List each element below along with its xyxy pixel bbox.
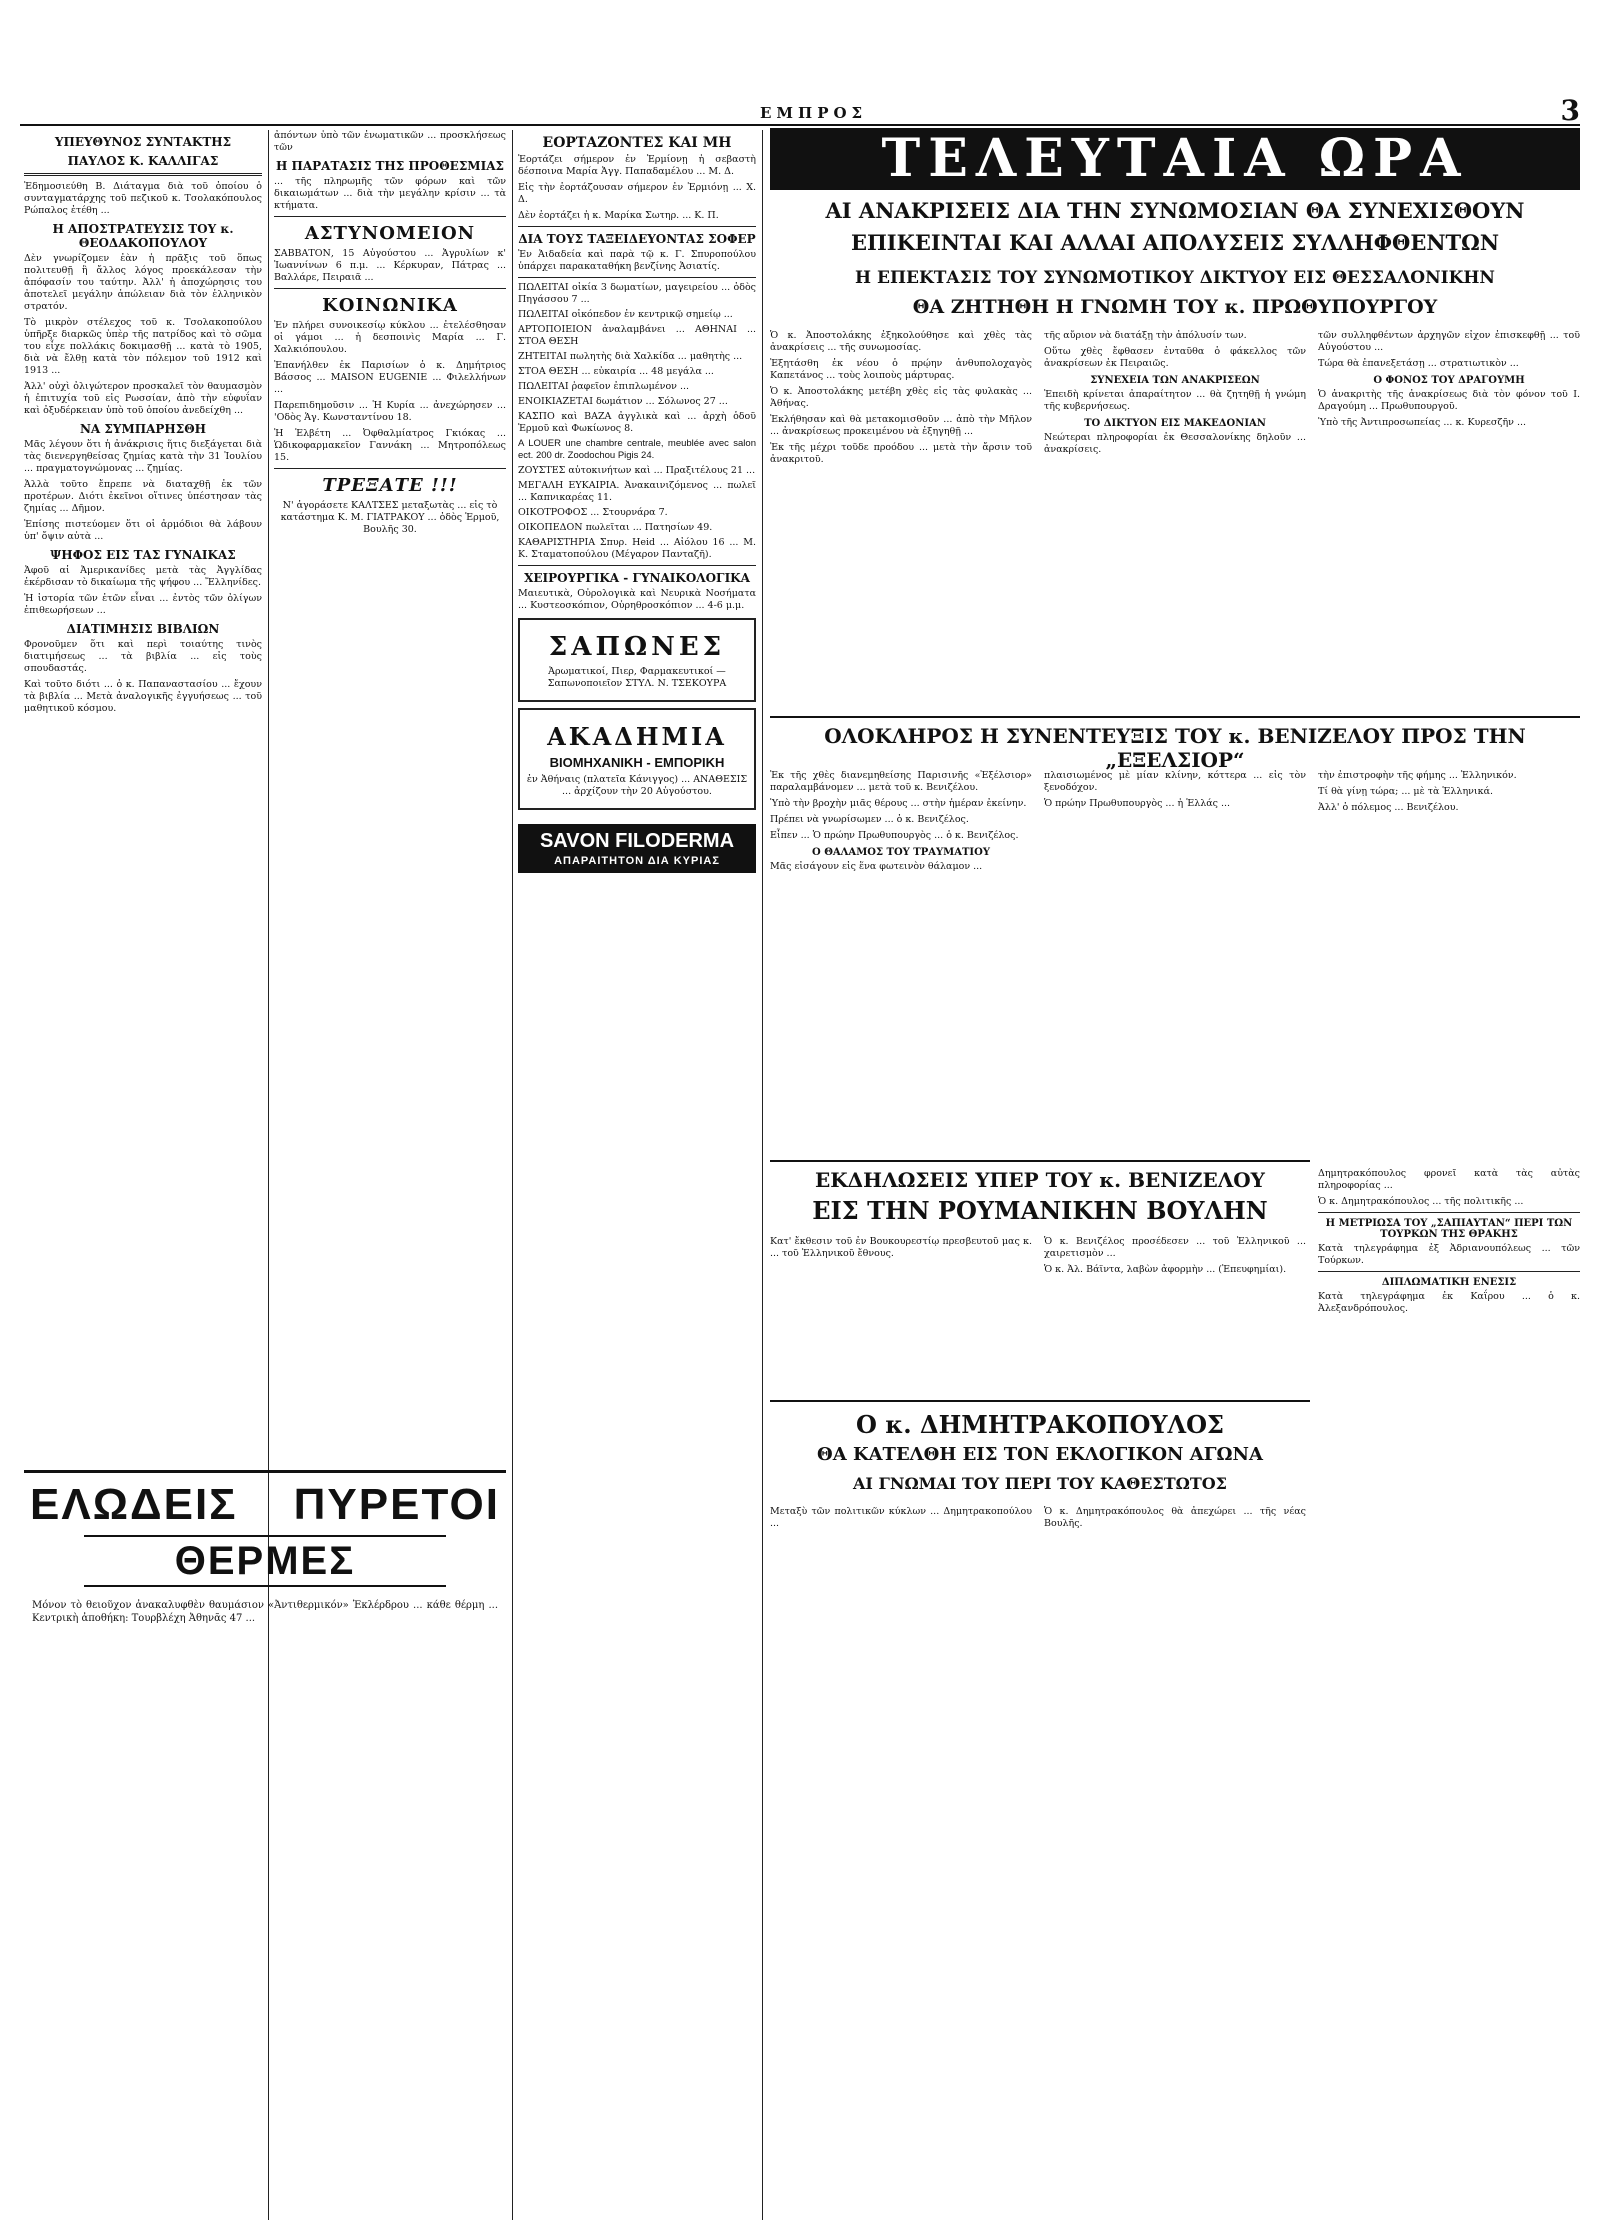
article-paragraph: Ἑορτάζει σήμερον ἐν Ἑρμίονῃ ἡ σεβαστὴ δέσποινα Μαρία Ἀγγ. Παπαδαμέλου ... Μ. Δ. <box>518 154 756 177</box>
headline: ΑΙ ΑΝΑΚΡΙΣΕΙΣ ΔΙΑ ΤΗΝ ΣΥΝΩΜΟΣΙΑΝ ΘΑ ΣΥΝΕΧΙΣΘΟΥΝ <box>825 198 1525 223</box>
right-col-a <box>770 330 1032 710</box>
article-paragraph: Ἡ Ἑλβέτη ... Ὀφθαλμίατρος Γκιόκας ... Ὡδικοφαρμακεῖον Γαννάκη ... Μητροπόλεως 15. <box>274 428 506 463</box>
ad-title: ΣΑΠΩΝΕΣ <box>548 632 726 662</box>
classified-ad: ΚΑΘΑΡΙΣΤΗΡΙΑ Σπυρ. Heid ... Αἰόλου 16 ... Μ. Κ. Σταματοπούλου (Μέγαρον Πανταζῆ). <box>518 537 756 560</box>
classified-ad: ΣΤΟΑ ΘΕΣΗ ... εὐκαιρία ... 48 μεγάλα ... <box>518 366 714 377</box>
romania-col-b <box>1044 1236 1306 1396</box>
ad-title: ΘΕΡΜΕΣ <box>84 1535 446 1587</box>
article-paragraph: Καὶ τοῦτο διότι ... ὁ κ. Παπαναστασίου ... ἔχουν τὰ βιβλία ... Μετὰ ἀναλογικῆς ἐγγυήσεως ... τοῦ μαθητικοῦ κόσμου. <box>24 679 262 714</box>
headline-dimitrakopoulos-sub2: ΑΙ ΓΝΩΜΑΙ ΤΟΥ ΠΕΡΙ ΤΟΥ ΚΑΘΕΣΤΩΤΟΣ <box>852 1474 1227 1493</box>
ad-text: Ἀρωματικοί, Πιερ, Φαρμακευτικοί — Σαπωνοποιεῖον ΣΤΥΛ. Ν. ΤΣΕΚΟΥΡΑ <box>547 666 727 689</box>
section-heading-koinonika: ΚΟΙΝΩΝΙΚΑ <box>322 295 458 316</box>
article-paragraph: τῆς αὔριον νὰ διατάξῃ τὴν ἀπόλυσίν των. <box>1044 330 1247 341</box>
classified-ad: ΟΙΚΟΠΕΔΟΝ πωλεῖται ... Πατησίων 49. <box>518 522 713 533</box>
article-paragraph: Ἀλλ' ὁ πόλεμος ... Βενιζέλου. <box>1318 802 1459 813</box>
article-paragraph: Ἐπανήλθεν ἐκ Παρισίων ὁ κ. Δημήτριος Βάσσος ... MAISON EUGENIE ... Φιλελλήνων ... <box>274 360 506 395</box>
article-paragraph: Μεταξὺ τῶν πολιτικῶν κύκλων ... Δημητρακοπούλου ... <box>770 1506 1032 1529</box>
classified-ad: ΠΩΛΕΙΤΑΙ οἰκία 3 δωματίων, μαγειρείου ... ὁδὸς Πηγάσσου 7 ... <box>518 282 756 305</box>
classified-ad: ΖΟΥΣΤΕΣ αὐτοκινήτων καὶ ... Πραξιτέλους 21 ... <box>518 465 756 476</box>
article-paragraph: Ὁ κ. Ἀποστολάκης ἐξηκολούθησε καὶ χθὲς τὰς ἀνακρίσεις ... τῆς συνωμοσίας. <box>770 330 1032 353</box>
dimitrak-col-a <box>770 1506 1032 2220</box>
article-subheading: Ο ΘΑΛΑΜΟΣ ΤΟΥ ΤΡΑΥΜΑΤΙΟΥ <box>812 847 990 858</box>
romania-col-a <box>770 1236 1032 1396</box>
classified-ad: ΕΝΟΙΚΙΑΖΕΤΑΙ δωμάτιον ... Σόλωνος 27 ... <box>518 396 728 407</box>
editor-name: ΠΑΥΛΟΣ Κ. ΚΑΛΛΙΓΑΣ <box>67 154 219 168</box>
article-paragraph: ΣΑΒΒΑΤΟΝ, 15 Αὐγούστου ... Ἀγρυλίων κ' Ἰωαννίνων 6 π.μ. ... Κέρκυραν, Πάτρας ... Βαλλάρε, Πειραιᾶ ... <box>274 248 506 283</box>
right-col-b <box>1044 330 1306 710</box>
article-paragraph: Φρονοῦμεν ὅτι καὶ περὶ τοιαύτης τινὸς διατιμήσεως ... τὰ βιβλία ... εἰς τοὺς σπουδαστάς. <box>24 639 262 674</box>
filoderma-ad <box>518 824 756 873</box>
academy-ad <box>518 708 756 810</box>
article-paragraph: Ἡ ἱστορία τῶν ἐτῶν εἶναι ... ἐντὸς τῶν ὀλίγων ἐπιθεωρήσεων ... <box>24 593 262 616</box>
headline-dimitrakopoulos: Ο κ. ΔΗΜΗΤΡΑΚΟΠΟΥΛΟΣ <box>856 1410 1224 1439</box>
divider <box>1318 1212 1580 1213</box>
article-paragraph: Ἀλλὰ τοῦτο ἔπρεπε νὰ διαταχθῇ ἐκ τῶν προτέρων. Διότι ἐκεῖνοι οἵτινες ὑπέστησαν τὰς ζημίας ... Δῆμον. <box>24 479 262 514</box>
editor-title: ΥΠΕΥΘΥΝΟΣ ΣΥΝΤΑΚΤΗΣ <box>54 135 232 149</box>
column-2 <box>274 130 506 1460</box>
article-paragraph: Κατὰ τηλεγράφημα ἐκ Καΐρου ... ὁ κ. Ἀλεξανδρόπουλος. <box>1318 1291 1580 1314</box>
headline: ΘΑ ΖΗΤΗΘΗ Η ΓΝΩΜΗ ΤΟΥ κ. ΠΡΩΘΥΠΟΥΡΓΟΥ <box>912 296 1438 318</box>
article-paragraph: Εἶπεν ... Ὁ πρώην Πρωθυπουργὸς ... ὁ κ. Βενιζέλος. <box>770 830 1019 841</box>
article-paragraph: Ὁ κ. Δημητρακόπουλος θὰ ἀπεχώρει ... τῆς νέας Βουλῆς. <box>1044 1506 1306 1529</box>
page-number: 3 <box>1560 94 1580 127</box>
article-subheading: ΣΥΝΕΧΕΙΑ ΤΩΝ ΑΝΑΚΡΙΣΕΩΝ <box>1090 375 1260 386</box>
divider <box>770 1160 1310 1162</box>
article-paragraph: Παρεπιδημοῦσιν ... Ἡ Κυρία ... ἀνεχώρησεν ... 'Οδὸς Ἁγ. Κωνσταντίνου 18. <box>274 400 506 423</box>
right-col-b2 <box>1044 770 1306 1150</box>
article-paragraph: Ὑπὸ τῆς Ἀντιπροσωπείας ... κ. Κυρεσζῆν ... <box>1318 417 1527 428</box>
classified-ad: ΜΕΓΑΛΗ ΕΥΚΑΙΡΙΑ. Ἀνακαινιζόμενος ... πωλεῖ ... Καπνικαρέας 11. <box>518 480 756 503</box>
headline-dimitrakopoulos-sub: ΘΑ ΚΑΤΕΛΘΗ ΕΙΣ ΤΟΝ ΕΚΛΟΓΙΚΟΝ ΑΓΩΝΑ <box>817 1444 1263 1465</box>
headline: ΕΠΙΚΕΙΝΤΑΙ ΚΑΙ ΑΛΛΑΙ ΑΠΟΛΥΣΕΙΣ ΣΥΛΛΗΦΘΕΝΤΩΝ <box>850 230 1500 255</box>
article-paragraph: πλαισιωμένος μὲ μίαν κλίνην, κόττερα ... εἰς τὸν ξενοδόχον. <box>1044 770 1306 793</box>
article-paragraph: Ἐδημοσιεύθη Β. Διάταγμα διὰ τοῦ ὁποίου ὁ συνταγματάρχης τοῦ πεζικοῦ κ. Τσολακόπουλος Ρώπαλος ἐτέθη ... <box>24 181 262 216</box>
article-paragraph: Οὕτω χθὲς ἔφθασεν ἐνταῦθα ὁ φάκελλος τῶν ἀνακρίσεων ἐκ Πειραιῶς. <box>1044 346 1306 369</box>
section-heading-astynomeion: ΑΣΤΥΝΟΜΕΙΟΝ <box>304 223 476 244</box>
article-paragraph: Ἐν πλήρει συνοικεσίῳ κύκλου ... ἐτελέσθησαν οἱ γάμοι ... ἡ δεσποινὶς Μαρία ... Γ. Χαλκιόπουλου. <box>274 320 506 355</box>
article-subheading: ΧΕΙΡΟΥΡΓΙΚΑ - ΓΥΝΑΙΚΟΛΟΓΙΚΑ <box>524 571 750 585</box>
classified-ad: ΠΩΛΕΙΤΑΙ ῥαφεῖον ἐπιπλωμένον ... <box>518 381 690 392</box>
article-paragraph: Κατ' ἔκθεσιν τοῦ ἐν Βουκουρεστίῳ πρεσβευτοῦ μας κ. ... τοῦ Ἑλληνικοῦ ἔθνους. <box>770 1236 1032 1259</box>
article-paragraph: Ἀλλ' οὐχὶ ὀλιγώτερον προσκαλεῖ τὸν θαυμασμὸν ἡ ἐπιτυχία τοῦ εἰς Ρωσσίαν, ἀπὸ τὴν εὐφυΐαν καὶ ὀξυδέρκειαν ὑπὸ τοῦ ὁποίου ἀνεδείχθη ... <box>24 381 262 416</box>
divider <box>518 277 756 278</box>
headline: Η ΕΠΕΚΤΑΣΙΣ ΤΟΥ ΣΥΝΩΜΟΤΙΚΟΥ ΔΙΚΤΥΟΥ ΕΙΣ ΘΕΣΣΑΛΟΝΙΚΗΝ <box>855 268 1495 288</box>
headline-romanian-parliament: ΕΚΔΗΛΩΣΕΙΣ ΥΠΕΡ ΤΟΥ κ. ΒΕΝΙΖΕΛΟΥ <box>815 1168 1265 1192</box>
article-subheading: ΕΟΡΤΑΖΟΝΤΕΣ ΚΑΙ ΜΗ <box>542 135 732 151</box>
divider <box>1318 1271 1580 1272</box>
article-paragraph: Μαιευτικὰ, Οὐρολογικὰ καὶ Νευρικὰ Νοσήματα ... Κυστεοσκόπιον, Οὐρηθροσκόπιον ... 4-6 μ.μ. <box>518 588 756 611</box>
ad-text: Ν' ἀγοράσετε ΚΑΛΤΣΕΣ μεταξωτὰς ... εἰς τὸ κατάστημα Κ. Μ. ΓΙΑΤΡΑΚΟΥ ... ὁδὸς Ἑρμοῦ, Βουλῆς 30. <box>280 500 500 535</box>
article-paragraph: Ὑπὸ τὴν βροχὴν μιᾶς θέρους ... στὴν ἡμέραν ἐκείνην. <box>770 798 1027 809</box>
article-paragraph: Νεώτεραι πληροφορίαι ἐκ Θεσσαλονίκης δηλοῦν ... ἀνακρίσεις. <box>1044 432 1306 455</box>
column-1 <box>24 130 262 1450</box>
newspaper-name: ΕΜΠΡΟΣ <box>760 104 868 122</box>
classified-ad: ΖΗΤΕΙΤΑΙ πωλητὴς διὰ Χαλκίδα ... μαθητὴς ... <box>518 351 743 362</box>
article-subheading: Η ΜΕΤΡΙΩΣΑ ΤΟΥ „ΣΑΠΙΑΥΤΑΝ“ ΠΕΡΙ ΤΩΝ ΤΟΥΡΚΩΝ ΤΗΣ ΘΡΑΚΗΣ <box>1325 1218 1573 1240</box>
banner-last-hour: ΤΕΛΕΥΤΑΙΑ ΩΡΑ <box>770 128 1580 190</box>
article-paragraph: Ὁ ἀνακριτὴς τῆς ἀνακρίσεως διὰ τὸν φόνον τοῦ Ι. Δραγούμη ... Πρωθυπουργοῦ. <box>1318 389 1580 412</box>
article-subheading: Η ΠΑΡΑΤΑΣΙΣ ΤΗΣ ΠΡΟΘΕΣΜΙΑΣ <box>275 159 504 173</box>
article-paragraph: ἀπόντων ὑπὸ τῶν ἐνωματικῶν ... προσκλήσεως τῶν <box>274 130 506 153</box>
dimitrak-col-b <box>1044 1506 1306 2220</box>
right-col-a2 <box>770 770 1032 1150</box>
article-subheading: ΤΟ ΔΙΚΤΥΟΝ ΕΙΣ ΜΑΚΕΔΟΝΙΑΝ <box>1084 418 1266 429</box>
article-paragraph: Ἐπειδὴ κρίνεται ἀπαραίτητον ... θὰ ζητηθῇ ἡ γνώμη τῆς κυβερνήσεως. <box>1044 389 1306 412</box>
divider <box>24 173 262 176</box>
article-paragraph: Ἀφοῦ αἱ Ἀμερικανίδες μετὰ τὰς Ἀγγλίδας ἐκέρδισαν τὸ δικαίωμα τῆς ψήφου ... Ἔλληνίδες. <box>24 565 262 588</box>
classified-ad: ΚΑΣΠΟ καὶ ΒΑΖΑ ἀγγλικὰ καὶ ... ἀρχὴ ὁδοῦ Ἑρμοῦ καὶ Φωκίωνος 8. <box>518 411 756 434</box>
ad-subtitle: ΑΠΑΡΑΙΤΗΤΟΝ ΔΙΑ ΚΥΡΙΑΣ <box>520 855 754 871</box>
fever-ad <box>24 1470 506 2223</box>
article-paragraph: Μᾶς εἰσάγουν εἰς ἕνα φωτεινὸν θάλαμον ... <box>770 861 983 872</box>
article-paragraph: Πρέπει νὰ γνωρίσωμεν ... ὁ κ. Βενιζέλος. <box>770 814 969 825</box>
right-col-c <box>1318 330 1580 710</box>
article-subheading: ΨΗΦΟΣ ΕΙΣ ΤΑΣ ΓΥΝΑΙΚΑΣ <box>50 548 236 562</box>
article-paragraph: Ἐξητάσθη ἐκ νέου ὁ πρῴην ἀνθυπολοχαγὸς Καπετάνος ... τοὺς λοιποὺς μάρτυρας. <box>770 358 1032 381</box>
article-subheading: ΝΑ ΣΥΜΠΑΡΗΣΘΗ <box>79 422 207 436</box>
article-paragraph: Ὁ πρώην Πρωθυπουργὸς ... ἡ Ἑλλάς ... <box>1044 798 1231 809</box>
article-paragraph: Ἐκ τῆς χθὲς διανεμηθείσης Παρισινῆς «Ἐξέλσιορ» παραλαμβάνομεν ... μετὰ τοῦ κ. Βενιζέλου. <box>770 770 1032 793</box>
article-paragraph: Ὁ κ. Δημητρακόπουλος ... τῆς πολιτικῆς ... <box>1318 1196 1524 1207</box>
divider <box>274 468 506 469</box>
article-paragraph: Μᾶς λέγουν ὅτι ἡ ἀνάκρισις ἥτις διεξάγεται διὰ τὰς διενεργηθείσας ζημίας κατὰ τὴν 31 Ἰουλίου ... πραγματογνώμονας ... ζημίας. <box>24 439 262 474</box>
article-subheading: ΔΙΑ ΤΟΥΣ ΤΑΞΕΙΔΕΥΟΝΤΑΣ ΣΟΦΕΡ <box>518 232 756 246</box>
column-rule <box>512 130 513 2220</box>
divider <box>518 226 756 227</box>
article-subheading: Η ΑΠΟΣΤΡΑΤΕΥΣΙΣ ΤΟΥ κ. ΘΕΟΔΑΚΟΠΟΥΛΟΥ <box>52 222 234 250</box>
article-paragraph: Ὁ κ. Βενιζέλος προσέδεσεν ... τοῦ Ἑλληνικοῦ ... χαιρετισμὸν ... <box>1044 1236 1306 1259</box>
classified-ad: ΠΩΛΕΙΤΑΙ οἰκόπεδον ἐν κεντρικῷ σημείῳ ... <box>518 309 733 320</box>
article-paragraph: Δὲν ἑορτάζει ἡ κ. Μαρίκα Σωτηρ. ... Κ. Π. <box>518 210 719 221</box>
article-subheading: ΔΙΠΛΩΜΑΤΙΚΗ ΕΝΕΣΙΣ <box>1381 1277 1517 1288</box>
article-paragraph: Ἐκλήθησαν καὶ θὰ μετακομισθοῦν ... ἀπὸ τὴν Μῆλον ... ἀνακρίσεως προκειμένου νὰ ἐξηγηθῇ ... <box>770 414 1032 437</box>
article-paragraph: Τώρα θὰ ἐπανεξετάσῃ ... στρατιωτικὸν ... <box>1318 358 1519 369</box>
divider <box>770 716 1580 718</box>
divider <box>770 1400 1310 1402</box>
article-subheading: ΔΙΑΤΙΜΗΣΙΣ ΒΙΒΛΙΩΝ <box>66 622 220 636</box>
article-paragraph: Κατὰ τηλεγράφημα ἐξ Ἀδριανουπόλεως ... τῶν Τούρκων. <box>1318 1243 1580 1266</box>
article-paragraph: Ἐν Ἀιδαδεία καὶ παρὰ τῷ κ. Γ. Σπυροπούλου ὑπάρχει παρακαταθήκη βενζίνης Ἀσιατίς. <box>518 249 756 272</box>
article-paragraph: Εἰς τὴν ἑορτάζουσαν σήμερον ἐν Ἑρμιόνῃ ... Χ. Δ. <box>518 182 756 205</box>
article-paragraph: Ὁ κ. Ἀποστολάκης μετέβη χθὲς εἰς τὰς φυλακὰς ... Ἀθήνας. <box>770 386 1032 409</box>
article-paragraph: Τὸ μικρὸν στέλεχος τοῦ κ. Τσολακοπούλου ὑπῆρξε διαρκῶς ὑπὲρ τῆς πατρίδος καὶ τὸ σῶμα του εἶχε πολλάκις δοκιμασθῇ ... κατὰ τὸ 1905, διὰ νὰ ἔλθῃ κατὰ τὸν πόλεμον τοῦ 1912 καὶ 1913 ... <box>24 317 262 376</box>
column-3 <box>518 130 756 2220</box>
soap-ad <box>518 618 756 702</box>
divider <box>274 288 506 289</box>
classified-ad: ΟΙΚΟΤΡΟΦΟΣ ... Στουρνάρα 7. <box>518 507 668 518</box>
ad-title: ΕΛΩΔΕΙΣ <box>30 1480 238 1529</box>
ad-title: ΑΚΑΔΗΜΙΑ <box>547 722 727 751</box>
article-paragraph: τῶν συλληφθέντων ἀρχηγῶν εἶχον ἐπισκεφθῇ ... τοῦ Αὐγούστου ... <box>1318 330 1580 353</box>
ad-subtitle: ΒΙΟΜΗΧΑΝΙΚΗ - ΕΜΠΟΡΙΚΗ <box>549 755 725 770</box>
column-rule <box>762 130 763 2220</box>
ad-heading-trexate: ΤΡΕΞΑΤΕ !!! <box>322 475 458 496</box>
divider <box>274 216 506 217</box>
ad-title: SAVON FILODERMA <box>520 826 754 855</box>
article-paragraph: Ὁ κ. Ἀλ. Βάϊντα, λαβὼν ἀφορμὴν ... (Ἐπευφημίαι). <box>1044 1264 1287 1275</box>
article-paragraph: Ἐπίσης πιστεύομεν ὅτι οἱ ἀρμόδιοι θὰ λάβουν ὑπ' ὄψιν αὐτὰ ... <box>24 519 262 542</box>
ad-title: ΠΥΡΕΤΟΙ <box>293 1480 500 1529</box>
right-col-c2 <box>1318 770 1580 1160</box>
masthead <box>20 94 1580 127</box>
article-paragraph: Δὲν γνωρίζομεν ἐὰν ἡ πρᾶξις τοῦ ὅπως πολιτευθῇ ἢ ἄλλος λόγος προεκάλεσαν τὴν ἀπόφασίν του ταύτην. Ἀλλ' ἡ ἀποχώρησις του ἀποτελεῖ μεγάλην ἀπώλειαν διὰ τὸν ἑλληνικὸν στρατόν. <box>24 253 262 312</box>
article-paragraph: Ἐκ τῆς μέχρι τοῦδε προόδου ... μετὰ τὴν ἄρσιν τοῦ ἀνακριτοῦ. <box>770 442 1032 465</box>
article-paragraph: Δημητρακόπουλος φρονεῖ κατὰ τὰς αὐτὰς πληροφορίας ... <box>1318 1168 1580 1191</box>
article-paragraph: τὴν ἐπιστροφὴν τῆς φήμης ... Ἑλληνικόν. <box>1318 770 1517 781</box>
classified-ad: A LOUER une chambre centrale, meublée avec salon ect. 200 dr. Zoodochou Pigis 24. <box>518 438 756 461</box>
right-col-c3 <box>1318 1168 1580 2220</box>
article-paragraph: Τί θὰ γίνῃ τώρα; ... μὲ τὰ Ἑλληνικά. <box>1318 786 1494 797</box>
article-paragraph: ... τῆς πληρωμῆς τῶν φόρων καὶ τῶν δικαιωμάτων ... διὰ τὴν μεγάλην κρίσιν ... τὰ κτήματα. <box>274 176 506 211</box>
divider <box>518 565 756 566</box>
ad-text: Μόνον τὸ θειοῦχον ἀνακαλυφθὲν θαυμάσιον «Ἀντιθερμικόν» Ἐκλέρδρου ... κάθε θέρμη ... Κεντρικὴ ἀποθήκη: Τουρβλέχη Ἀθηνᾶς 47 ... <box>32 1600 498 1624</box>
headline-venizelos-interview: ΟΛΟΚΛΗΡΟΣ Η ΣΥΝΕΝΤΕΥΞΙΣ ΤΟΥ κ. ΒΕΝΙΖΕΛΟΥ ΠΡΟΣ ΤΗΝ „ΕΞΕΛΣΙΟΡ“ <box>824 724 1526 772</box>
ad-text: ἐν Ἀθήναις (πλατεῖα Κάνιγγος) ... ΑΝΑΘΕΣΙΣ ... ἀρχίζουν τὴν 20 Αὐγούστου. <box>526 774 748 797</box>
classified-ad: ΑΡΤΟΠΟΙΕΙΟΝ ἀναλαμβάνει ... ΑΘΗΝΑΙ ... ΣΤΟΑ ΘΕΣΗ <box>518 324 756 347</box>
article-subheading: Ο ΦΟΝΟΣ ΤΟΥ ΔΡΑΓΟΥΜΗ <box>1373 375 1525 386</box>
headline-romanian-parliament-sub: ΕΙΣ ΤΗΝ ΡΟΥΜΑΝΙΚΗΝ ΒΟΥΛΗΝ <box>812 1196 1268 1225</box>
